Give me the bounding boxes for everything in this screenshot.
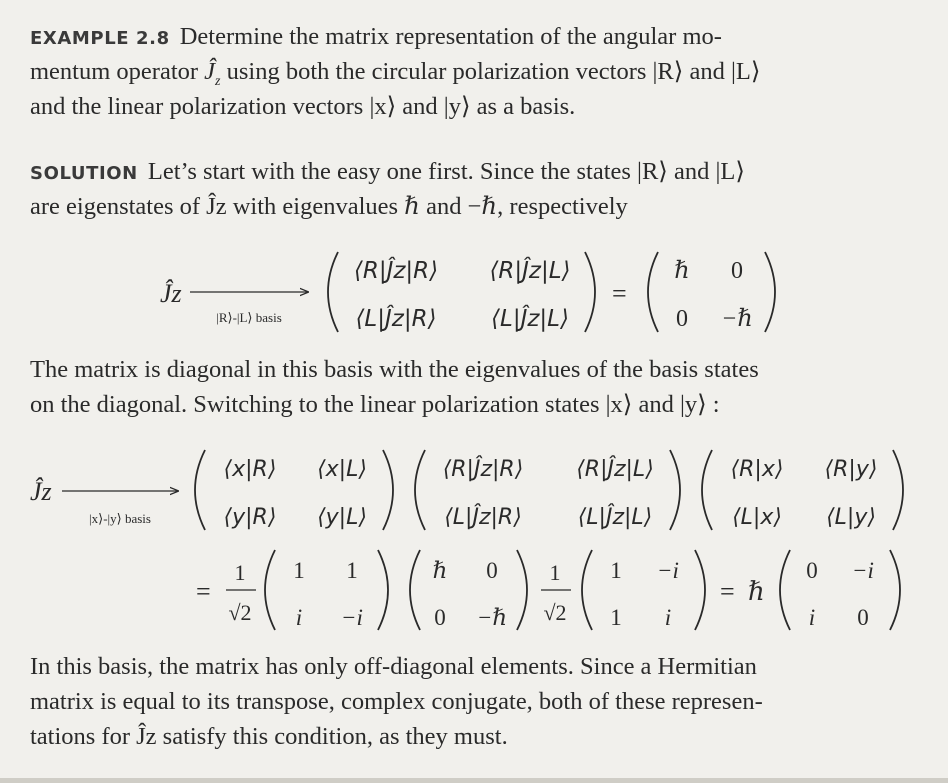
eq1-m21: ⟨L|Ĵz|R⟩: [355, 306, 437, 332]
eq2-m1-right-paren: [383, 450, 393, 530]
eq2-m2-12: ⟨R|Ĵz|L⟩: [576, 457, 654, 482]
eq3-a12: 1: [346, 558, 358, 583]
eq2-m2-11: ⟨R|Ĵz|R⟩: [442, 457, 524, 482]
eq1-r21: 0: [676, 306, 688, 332]
example-text-2a: mentum operator: [30, 58, 199, 85]
example-text-1: Determine the matrix representation of the angular mo-: [179, 23, 722, 50]
eq1-r11: ℏ: [674, 258, 690, 284]
eq2-m3-right-paren: [893, 450, 903, 530]
eq3-b-right-paren: [517, 550, 527, 630]
eq3-a-right-paren: [378, 550, 388, 630]
eq1-right-paren: [585, 252, 595, 332]
eq1-r12: 0: [731, 258, 743, 284]
eq3-c-right-paren: [695, 550, 705, 630]
equation-3: [196, 550, 900, 630]
example-text-2b: using both the circular polarization vectors |R⟩ and |L⟩: [226, 58, 761, 85]
eq3-a22: −i: [341, 605, 363, 630]
eq3-hbar: ℏ: [748, 577, 765, 606]
eq1-r22: −ℏ: [721, 306, 753, 332]
eq3-r12: −i: [852, 558, 874, 583]
eq3-b21: 0: [434, 605, 446, 630]
equation-1: [160, 252, 775, 332]
middle-line-1: The matrix is diagonal in this basis with the eigenvalues of the basis states: [30, 356, 759, 383]
example-line-3: and the linear polarization vectors |x⟩ and |y⟩ as a basis.: [30, 93, 576, 120]
conclusion-line-2: matrix is equal to its transpose, complex conjugate, both of these represen-: [30, 688, 763, 715]
eq1-left-paren: [328, 252, 338, 332]
eq2-m3-left-paren: [702, 450, 712, 530]
eq1-basis-label: |R⟩-|L⟩ basis: [216, 310, 282, 325]
eq3-a-left-paren: [265, 550, 275, 630]
eq3-r11: 0: [806, 558, 818, 583]
eq3-a11: 1: [293, 558, 305, 583]
eq3-a21: i: [295, 605, 303, 630]
eq3-r22: 0: [857, 605, 869, 630]
equation-2: [30, 450, 903, 530]
eq1-result-right-paren: [765, 252, 775, 332]
eq3-c-left-paren: [582, 550, 592, 630]
eq3-r-left-paren: [780, 550, 790, 630]
eq1-m11: ⟨R|Ĵz|R⟩: [353, 258, 439, 284]
eq2-m3-21: ⟨L|x⟩: [732, 505, 782, 530]
solution-text-1: Let’s start with the easy one first. Since the states |R⟩ and |L⟩: [147, 158, 745, 185]
eq1-operator: Ĵz: [160, 279, 182, 308]
eq2-m3-11: ⟨R|x⟩: [730, 457, 784, 482]
eq3-b-left-paren: [410, 550, 420, 630]
eq2-m3-12: ⟨R|y⟩: [824, 457, 878, 482]
example-heading: EXAMPLE 2.8: [30, 28, 170, 49]
eq3-prefactor-2: [541, 560, 571, 625]
solution-line-2: are eigenstates of Ĵz with eigenvalues ℏ and −ℏ, respectively: [30, 193, 628, 220]
middle-line-2: on the diagonal. Switching to the linear polarization states |x⟩ and |y⟩ :: [30, 391, 720, 418]
eq2-m2-left-paren: [415, 450, 425, 530]
eq3-c11: 1: [610, 558, 622, 583]
eq2-m3-22: ⟨L|y⟩: [826, 505, 876, 530]
eq3-equals-2: =: [720, 577, 735, 606]
eq2-m1-21: ⟨y|R⟩: [223, 505, 277, 530]
svg-text:√2: √2: [228, 600, 252, 625]
eq1-equals: =: [612, 279, 627, 308]
eq3-b12: 0: [486, 558, 498, 583]
eq1-m22: ⟨L|Ĵz|L⟩: [491, 306, 569, 332]
solution-heading: SOLUTION: [30, 163, 138, 184]
eq3-prefactor-1: [226, 560, 256, 625]
svg-text:1: 1: [234, 560, 246, 585]
example-line-2: mentum operator $Ĵ_z$ using both the circular polarization vectors |R⟩ and |L⟩: [30, 58, 761, 89]
eq3-c12: −i: [657, 558, 679, 583]
svg-text:1: 1: [549, 560, 561, 585]
eq2-m1-left-paren: [195, 450, 205, 530]
eq3-equals: =: [196, 577, 211, 606]
eq2-m1-11: ⟨x|R⟩: [223, 457, 277, 482]
conclusion-line-3: tations for Ĵz satisfy this condition, as they must.: [30, 723, 508, 750]
eq2-m2-right-paren: [670, 450, 680, 530]
eq2-basis-label: |x⟩-|y⟩ basis: [89, 511, 151, 526]
eq3-r21: i: [808, 605, 816, 630]
eq2-operator: Ĵz: [30, 477, 52, 506]
eq2-m2-21: ⟨L|Ĵz|R⟩: [444, 505, 522, 530]
eq3-b22: −ℏ: [476, 605, 508, 630]
eq3-b11: ℏ: [432, 558, 448, 583]
eq3-r-right-paren: [890, 550, 900, 630]
svg-text:√2: √2: [543, 600, 567, 625]
eq3-c21: 1: [610, 605, 622, 630]
page-bottom-edge: [0, 778, 948, 783]
eq1-result-left-paren: [648, 252, 658, 332]
eq2-m2-22: ⟨L|Ĵz|L⟩: [577, 505, 653, 530]
conclusion-line-1: In this basis, the matrix has only off-diagonal elements. Since a Hermitian: [30, 653, 757, 680]
eq3-c22: i: [664, 605, 672, 630]
eq2-m1-22: ⟨y|L⟩: [317, 505, 367, 530]
eq1-m12: ⟨R|Ĵz|L⟩: [489, 258, 571, 284]
eq2-m1-12: ⟨x|L⟩: [317, 457, 367, 482]
